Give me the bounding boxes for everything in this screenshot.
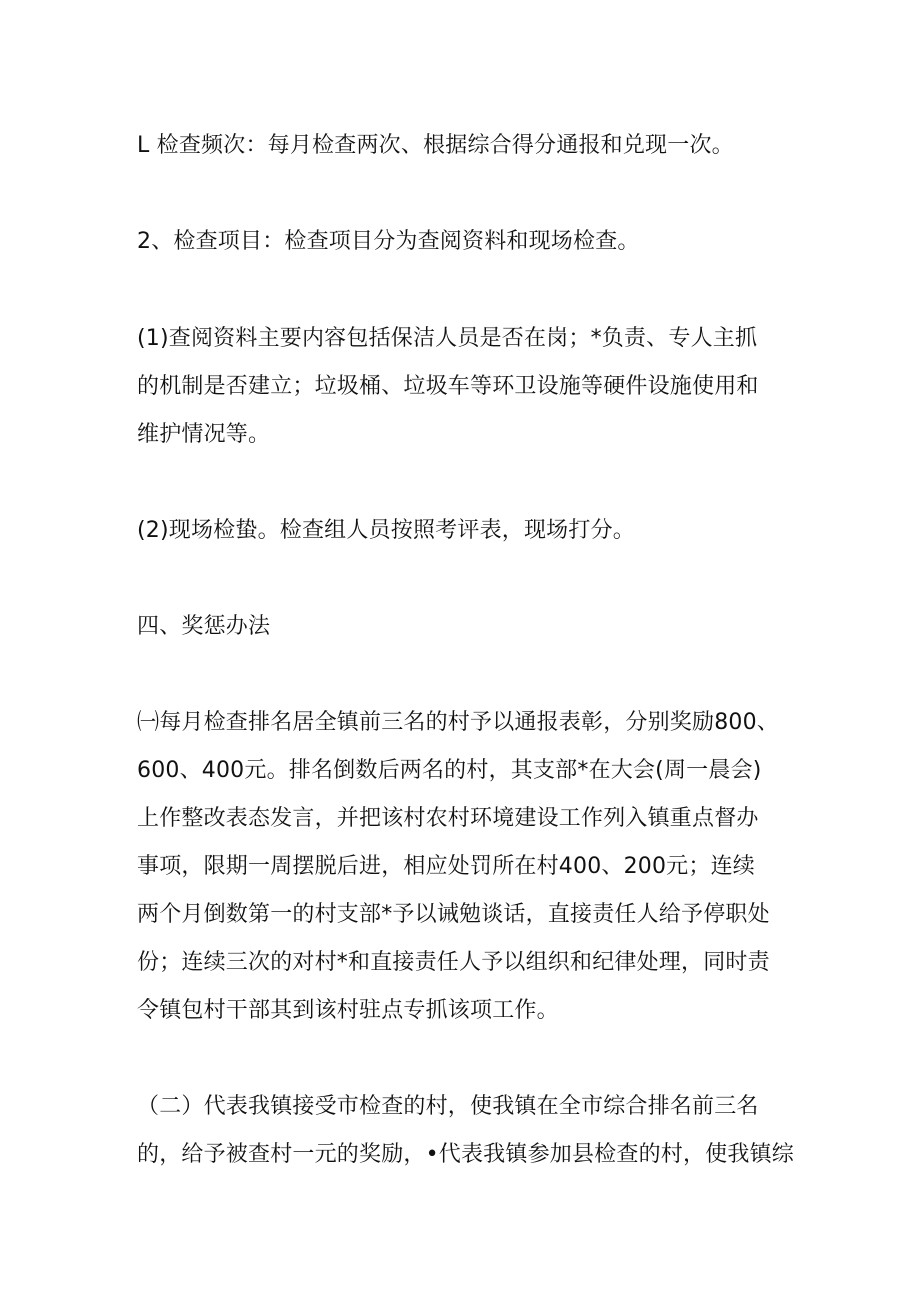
- text-line: 的，给予被查村一元的奖励，•代表我镇参加县检查的村，使我镇综: [137, 1142, 794, 1167]
- text-line: （二）代表我镇接受市检查的村，使我镇在全市综合排名前三名: [137, 1094, 759, 1119]
- text-line: 600、400元。排名倒数后两名的村，其支部*在大会(周一晨会): [137, 758, 762, 783]
- paragraph-inspection-frequency: [137, 122, 797, 170]
- text-line: 份；连续三次的对村*和直接责任人予以组织和纪律处理，同时责: [137, 950, 770, 975]
- text-line: 四、奖惩办法: [137, 614, 271, 639]
- text-line: 维护情况等。: [137, 422, 271, 447]
- paragraph-city-county-inspection: [137, 1083, 797, 1179]
- paragraph-inspection-items: [137, 218, 797, 266]
- text-line: 2、检查项目：检查项目分为查阅资料和现场检查。: [137, 229, 640, 254]
- text-line: 令镇包村干部其到该村驻点专抓该项工作。: [137, 998, 559, 1023]
- text-line: (2)现场检蛰。检查组人员按照考评表，现场打分。: [137, 518, 635, 543]
- paragraph-document-review: [137, 315, 797, 459]
- text-line: 的机制是否建立；垃圾桶、垃圾车等环卫设施等硬件设施使用和: [137, 374, 759, 399]
- section-heading-rewards-penalties: [137, 603, 797, 651]
- text-line: ㈠每月检查排名居全镇前三名的村予以通报表彰，分别奖励800、: [137, 710, 779, 735]
- paragraph-monthly-ranking-rules: [137, 699, 797, 1035]
- text-line: 事项，限期一周摆脱后进，相应处罚所在村400、200元；连续: [137, 854, 755, 879]
- text-line: L 检查频次：每月检查两次、根据综合得分通报和兑现一次。: [137, 133, 734, 158]
- text-line: 上作整改表态发言，并把该村农村环境建设工作列入镇重点督办: [137, 806, 759, 831]
- paragraph-site-inspection: [137, 507, 797, 555]
- text-line: 两个月倒数第一的村支部*予以诫勉谈话，直接责任人给予停职处: [137, 902, 770, 927]
- text-line: (1)查阅资料主要内容包括保洁人员是否在岗；*负责、专人主抓: [137, 326, 758, 351]
